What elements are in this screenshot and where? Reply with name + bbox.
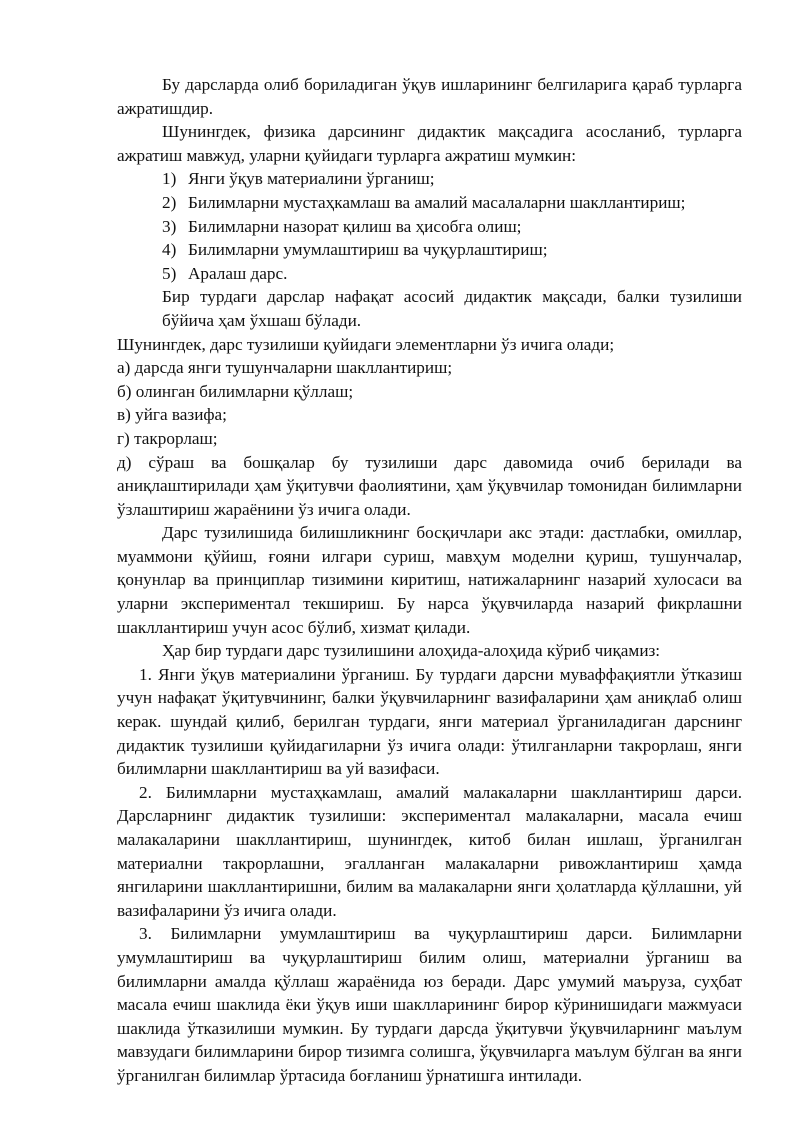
list-item: 2) Билимларни мустаҳкамлаш ва амалий масалаларни шакллантириш; — [162, 192, 686, 212]
numbered-paragraph-1: 1. Янги ўқув материалини ўрганиш. Бу турдаги дарсни муваффақиятли ўтказиш учун нафақат ўқитувчининг, балки ўқувчиларнинг вазифаларини ҳам аниқлаб олиш керак. шундай қилиб, берилган турдаги, янги материал ўрганиладиган дарснинг дидактик тузилиши қуйидагиларни ўз ичига олади: ўтилганларни такрорлаш, янги билимларни шакллантириш ва уй вазифаси. — [117, 664, 742, 779]
list-item: 1) Янги ўқув материалини ўрганиш; — [162, 169, 435, 189]
list-item: 4) Билимларни умумлаштириш ва чуқурлаштириш; — [162, 240, 548, 260]
paragraph-review-intro: Ҳар бир турдаги дарс тузилишини алоҳида-алоҳида кўриб чиқамиз: — [162, 641, 661, 661]
list-item: 3) Билимларни назорат қилиш ва ҳисобга олиш; — [162, 216, 522, 236]
lesson-types-list — [117, 167, 742, 285]
element-item: б) олинган билимларни қўллаш; — [117, 381, 354, 401]
numbered-paragraph-3: 3. Билимларни умумлаштириш ва чуқурлаштириш дарси. Билимларни умумлаштириш ва чуқурлаштириш билим олиш, материални ўрганиш ва билимларни амалда қўллаш жараёнида юз беради. Дарс умумий маъруза, суҳбат масала ечиш шаклида ёки ўқув иши шаклларининг бирор кўринишидаги мажмуаси шаклида ўтказилиши мумкин. Бу турдаги дарсда ўқитувчи ўқувчиларнинг маълум мавзудаги билимларини бирор тизимга солишга, ўқувчиларга маълум бўлган ва янги ўрганилган билимлар ўртасида боғланиш ўрнатишга интилади. — [117, 924, 742, 1085]
paragraph-classification: Шунингдек, физика дарсининг дидактик мақсадига асосланиб, турларга ажратиш мавжуд, уларни қуйидаги турларга ажратиш мумкин: — [117, 122, 742, 165]
list-item: 5) Аралаш дарс. — [162, 263, 288, 283]
paragraph-cognition-stages: Дарс тузилишида билишликнинг босқичлари акс этади: дастлабки, омиллар, муаммони қўйиш, ғояни илгари суриш, мавҳум моделни қуриш, тушунчалар, қонунлар ва принциплар тизимини киритиш, натижаларнинг назарий хулосаси ва уларни экспериментал текшириш. Бу нарса ўқувчиларда назарий фикрлашни шакллантириш учун асос бўлиб, хизмат қилади. — [117, 523, 742, 637]
paragraph-elements-intro: Шунингдек, дарс тузилиши қуйидаги элементларни ўз ичига олади; — [117, 334, 615, 354]
paragraph-same-structure: Бир турдаги дарслар нафақат асосий дидактик мақсади, балки тузилиши бўйича ҳам ўхшаш бўлади. — [162, 287, 742, 330]
paragraph-intro: Бу дарсларда олиб бориладиган ўқув ишларининг белгиларига қараб турларга ажратишдир. — [117, 75, 742, 118]
document-page — [117, 73, 742, 1088]
element-item: г) такрорлаш; — [117, 428, 218, 448]
element-item: а) дарсда янги тушунчаларни шакллантириш; — [117, 358, 453, 378]
element-item: д) сўраш ва бошқалар бу тузилиши дарс давомида очиб берилади ва аниқлаштирилади ҳам ўқитувчи фаолиятини, ҳам ўқувчилар томонидан билимларни ўзлаштириш жараёнини ўз ичига олади. — [117, 452, 742, 519]
numbered-paragraph-2: 2. Билимларни мустаҳкамлаш, амалий малакаларни шакллантириш дарси. Дарсларнинг дидактик тузилиши: экспериментал малакаларни, масала ечиш малакаларини шакллантириш, шунингдек, китоб билан ишлаш, ўрганилган материални такрорлашни, эгалланган малакаларни ривожлантириш ҳамда янгиларини шакллантиришни, билим ва малакаларни янги ҳолатларда қўллашни, уй вазифаларини ўз ичига олади. — [117, 782, 742, 920]
element-item: в) уйга вазифа; — [117, 405, 227, 425]
